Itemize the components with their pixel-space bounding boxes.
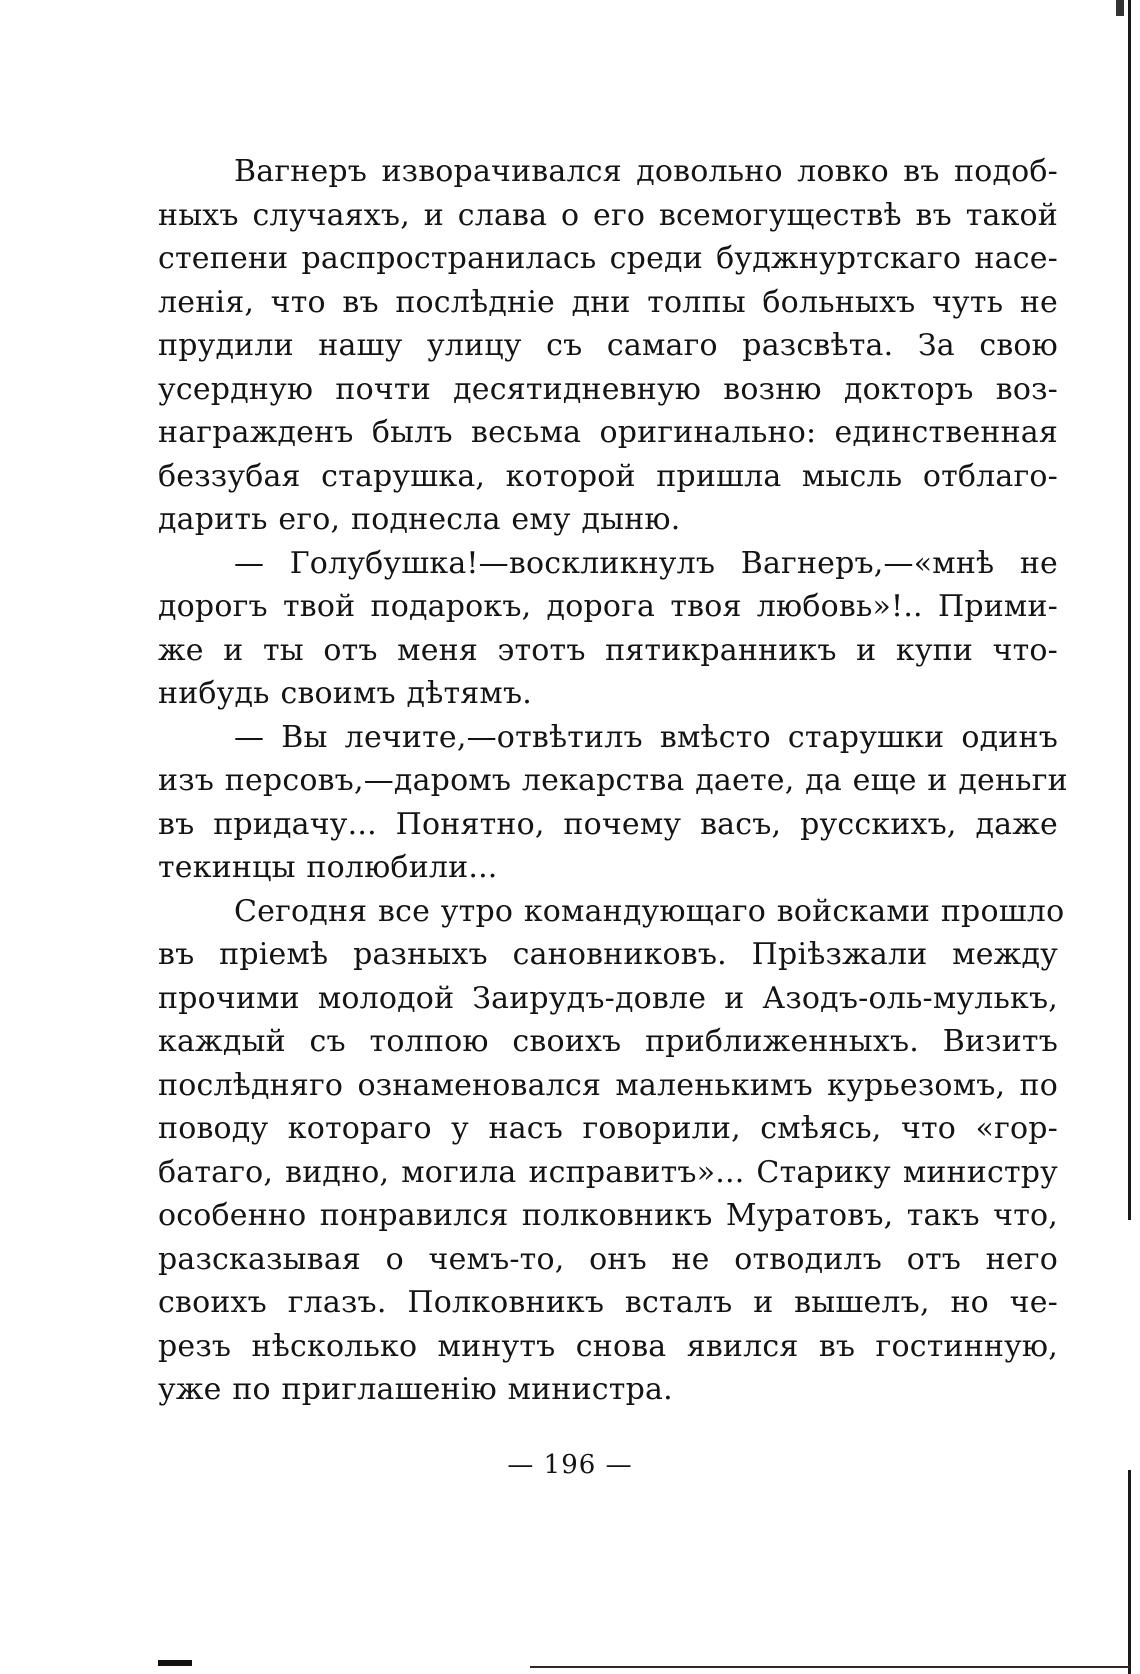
text-line: своихъ глазъ. Полковникъ всталъ и вышелъ, но че- — [158, 1285, 1058, 1320]
text-line: награжденъ былъ весьма оригинально: единственная — [158, 415, 1058, 450]
text-line: — Вы лечите,—отвѣтилъ вмѣсто старушки одинъ — [234, 719, 1058, 755]
text-line: прочими молодой Заирудъ-довле и Азодъ-оль-мулькъ, — [158, 980, 1058, 1016]
text-line: беззубая старушка, которой пришла мысль отблаго- — [158, 458, 1058, 494]
scan-mark — [158, 1660, 192, 1666]
text-line: батаго, видно, могила исправитъ»... Старику министру — [158, 1154, 1058, 1190]
text-line-paragraph-end: текинцы полюбили... — [158, 850, 498, 885]
text-line: въ пріемѣ разныхъ сановниковъ. Пріѣзжали между — [158, 937, 1058, 972]
text-line-paragraph-end: нибудь своимъ дѣтямъ. — [158, 676, 532, 711]
scan-mark — [1116, 0, 1124, 16]
text-line: послѣдняго ознаменовался маленькимъ курьезомъ, по — [158, 1067, 1058, 1103]
text-line: Сегодня все утро командующаго войсками прошло — [234, 893, 1065, 929]
text-line: прудили нашу улицу съ самаго разсвѣта. За свою — [158, 328, 1058, 363]
text-line: въ придачу... Понятно, почему васъ, русскихъ, даже — [158, 806, 1058, 842]
text-line: разсказывая о чемъ-то, онъ не отводилъ отъ него — [158, 1241, 1058, 1277]
text-line-paragraph-end: дарить его, поднесла ему дыню. — [158, 502, 681, 537]
text-line: — Голубушка!—воскликнулъ Вагнеръ,—«мнѣ не — [234, 545, 1058, 581]
text-line: каждый съ толпою своихъ приближенныхъ. Визитъ — [158, 1024, 1058, 1059]
text-line: Вагнеръ изворачивался довольно ловко въ подоб- — [234, 154, 1058, 189]
text-line: дорогъ твой подарокъ, дорога твоя любовь»!.. Прими- — [158, 589, 1058, 624]
text-line: изъ персовъ,—даромъ лекарства даете, да еще и деньги — [158, 763, 1068, 798]
text-line: степени распространилась среди буджнуртскаго насе- — [158, 241, 1058, 276]
body-text — [158, 150, 1068, 1412]
text-line: резъ нѣсколько минутъ снова явился въ гостинную, — [158, 1328, 1058, 1364]
text-line: ленія, что въ послѣдніе дни толпы больныхъ чуть не — [158, 284, 1058, 320]
scan-edge-gap — [1126, 1220, 1133, 1470]
text-line: поводу котораго у насъ говорили, смѣясь, что «гор- — [158, 1111, 1058, 1146]
text-line: особенно понравился полковникъ Муратовъ, такъ что, — [158, 1198, 1058, 1233]
page-number: — 196 — — [507, 1450, 633, 1480]
text-line-paragraph-end: уже по приглашенію министра. — [158, 1372, 673, 1407]
text-line: усердную почти десятидневную возню докторъ воз- — [158, 371, 1058, 407]
text-line: же и ты отъ меня этотъ пятикранникъ и купи что- — [158, 632, 1058, 668]
scan-bottom-rule — [530, 1666, 1130, 1668]
text-line: ныхъ случаяхъ, и слава о его всемогуществѣ въ такой — [158, 197, 1058, 233]
